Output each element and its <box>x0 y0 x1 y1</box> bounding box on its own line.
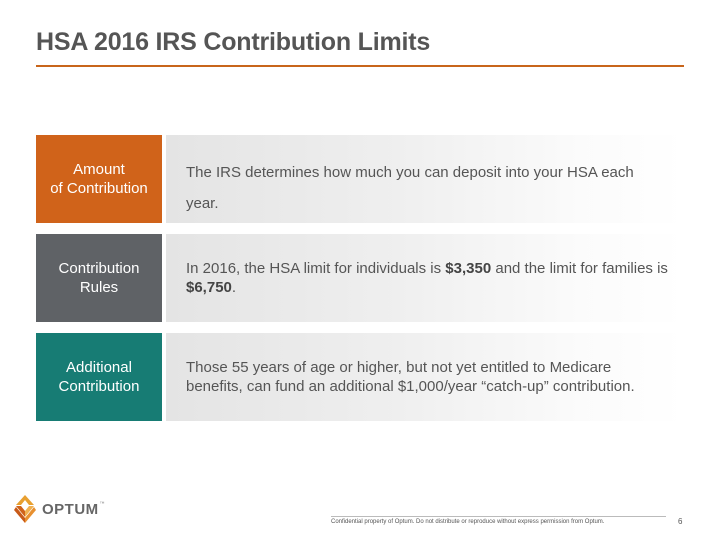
family-limit: $6,750 <box>186 279 232 296</box>
optum-logo <box>12 493 105 525</box>
text-part: In 2016, the HSA limit for individuals is <box>186 260 446 277</box>
label-amount-of-contribution <box>36 135 162 223</box>
label-line: Additional <box>66 359 132 376</box>
slide-title: HSA 2016 IRS Contribution Limits <box>36 28 431 56</box>
description-text: The IRS determines how much you can deposit into your HSA each year. <box>186 164 634 212</box>
label-contribution-rules <box>36 234 162 322</box>
label-line: Amount <box>73 161 125 178</box>
row-amount-of-contribution <box>36 135 684 223</box>
confidentiality-notice: Confidential property of Optum. Do not distribute or reproduce without express permission from Optum. <box>331 519 605 525</box>
logo-trademark: ™ <box>99 501 105 507</box>
row-contribution-rules <box>36 234 684 322</box>
description-additional-contribution <box>166 333 684 421</box>
individual-limit: $3,350 <box>445 260 492 277</box>
title-divider <box>36 65 684 67</box>
description-amount-of-contribution <box>166 135 684 223</box>
description-text: Those 55 years of age or higher, but not yet entitled to Medicare benefits, can fund an additional $1,000/year “catch-up” contribution. <box>186 359 635 395</box>
label-line: Rules <box>79 279 119 296</box>
label-line: Contribution <box>58 378 140 395</box>
label-additional-contribution <box>36 333 162 421</box>
text-part: and the limit for families is <box>491 260 668 277</box>
row-additional-contribution <box>36 333 684 421</box>
optum-logo-icon <box>12 493 38 525</box>
description-contribution-rules <box>166 234 684 322</box>
text-part: . <box>231 279 237 296</box>
label-line: of Contribution <box>50 180 148 197</box>
description-text <box>186 259 670 297</box>
footer-divider <box>331 516 666 517</box>
page-number: 6 <box>678 517 683 526</box>
label-line: Contribution <box>58 260 140 277</box>
logo-wordmark: OPTUM <box>42 500 99 518</box>
